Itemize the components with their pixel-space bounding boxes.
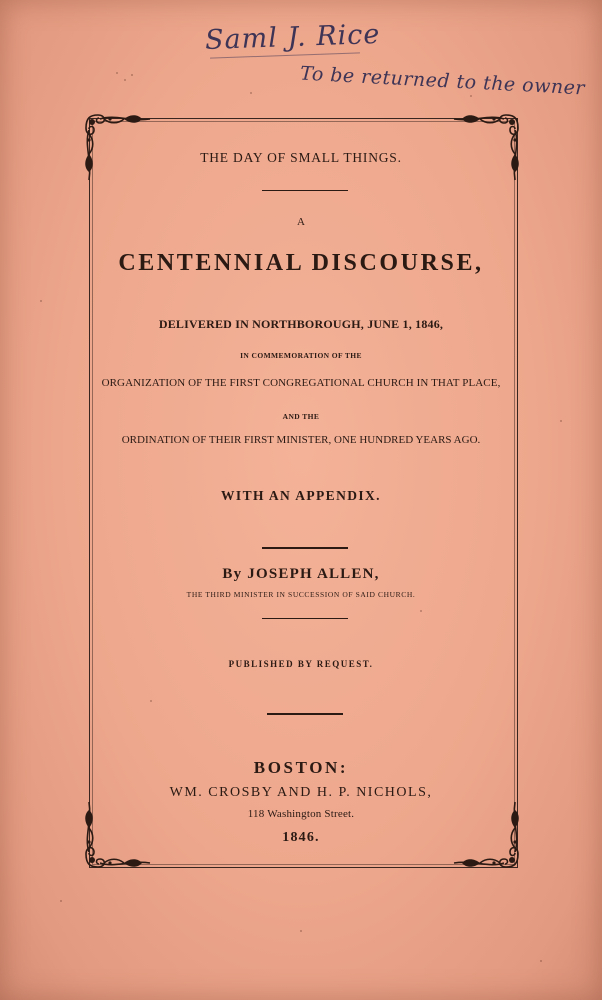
title-article: A bbox=[297, 216, 305, 228]
commemoration-line: IN COMMEMORATION OF THE bbox=[240, 351, 362, 360]
author-role: THE THIRD MINISTER IN SUCCESSION OF SAID CHURCH. bbox=[186, 590, 416, 599]
delivery-line: DELIVERED IN NORTHBOROUGH, JUNE 1, 1846, bbox=[158, 317, 444, 331]
main-title: CENTENNIAL DISCOURSE, bbox=[118, 250, 484, 276]
corner-ornament-icon bbox=[450, 110, 524, 184]
imprint-publishers: WM. CROSBY AND H. P. NICHOLS, bbox=[169, 785, 433, 800]
imprint-address: 118 Washington Street. bbox=[247, 808, 355, 820]
corner-ornament-icon bbox=[80, 110, 154, 184]
author-line: By JOSEPH ALLEN, bbox=[222, 566, 380, 582]
and-the-line: AND THE bbox=[282, 412, 320, 421]
series-title: THE DAY OF SMALL THINGS. bbox=[200, 150, 402, 165]
handwritten-signature: Saml J. Rice bbox=[204, 18, 381, 57]
divider-rule bbox=[262, 547, 348, 549]
handwritten-note: To be returned to the owner bbox=[299, 62, 586, 100]
ordination-line: ORDINATION OF THEIR FIRST MINISTER, ONE HUNDRED YEARS AGO. bbox=[121, 434, 481, 446]
divider-rule bbox=[262, 618, 348, 619]
organization-line: ORGANIZATION OF THE FIRST CONGREGATIONAL CHURCH IN THAT PLACE, bbox=[101, 377, 501, 389]
imprint-year: 1846. bbox=[282, 830, 320, 845]
published-note: PUBLISHED BY REQUEST. bbox=[228, 659, 374, 669]
imprint-city: BOSTON: bbox=[253, 758, 349, 777]
appendix-line: WITH AN APPENDIX. bbox=[221, 488, 381, 503]
divider-rule bbox=[262, 190, 348, 191]
divider-rule bbox=[267, 713, 343, 715]
